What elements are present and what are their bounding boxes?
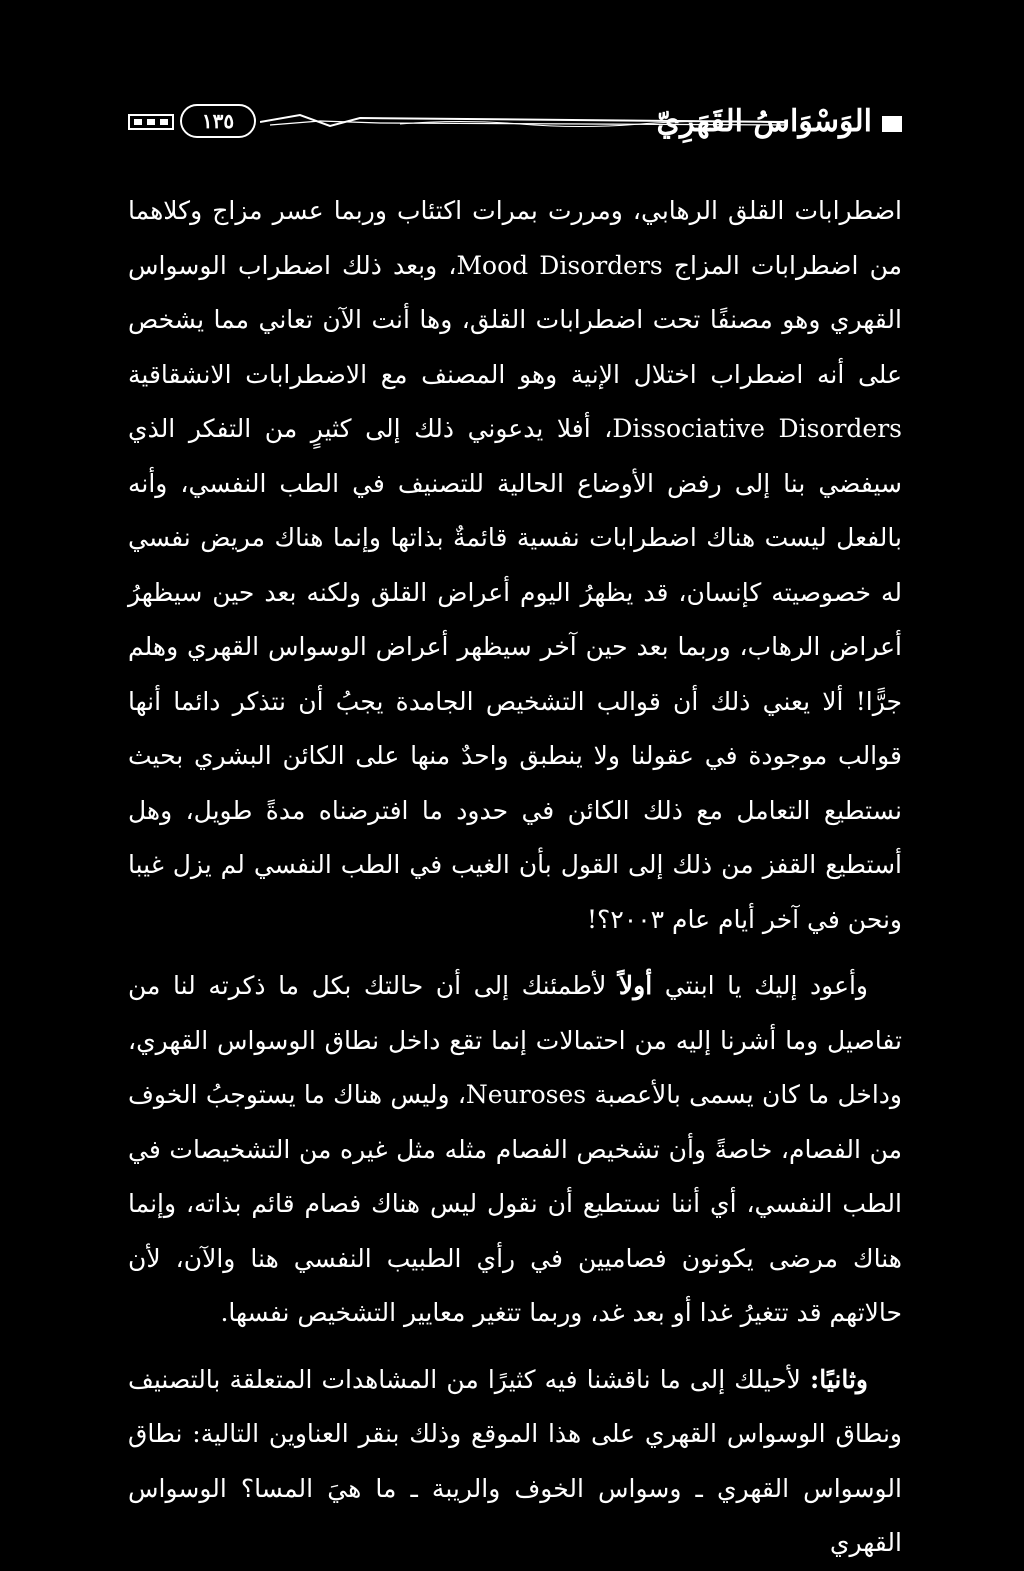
paragraph-2 <box>128 959 902 1341</box>
paragraph-2-text: وأعود إليك يا ابنتي أولاً لأطمئنك إلى أن حالتك بكل ما ذكرته لنا من تفاصيل وما أشرنا إليه من احتمالات إنما تقع داخل نطاق الوسواس القهري، وداخل ما كان يسمى بالأعصبة Neuroses، وليس هناك ما يستوجبُ الخوف من الفصام، خاصةً وأن تشخيص الفصام مثله مثل غيره من التشخيصات في الطب النفسي، أي أننا نستطيع أن نقول ليس هناك فصام قائم بذاته، وإنما هناك مرضى يكونون فصاميين في رأي الطبيب النفسي هنا والآن، لأن حالاتهم قد تتغيرُ غدا أو بعد غد، وربما تتغير معايير التشخيص نفسها. <box>128 971 903 1327</box>
header-square-ornament <box>882 116 902 132</box>
lead-word: أولاً <box>618 971 653 1000</box>
running-title: الوَسْوَاسُ القَهَرِيّ <box>656 104 872 139</box>
paragraph-1 <box>128 184 902 947</box>
paragraph-3-text: وثانيًا: لأحيلك إلى ما ناقشنا فيه كثيرًا من المشاهدات المتعلقة بالتصنيف ونطاق الوسواس القهري على هذا الموقع وذلك بنقر العناوين التالية: نطاق الوسواس القهري ـ وسواس الخوف والريبة ـ ما هيَ المسا؟ الوسواس القهري <box>128 1364 902 1557</box>
ornament-icon <box>128 113 174 131</box>
lead-word: وثانيًا: <box>810 1364 868 1394</box>
paragraph-3 <box>128 1353 902 1571</box>
page-number: ١٣٥ <box>180 104 256 138</box>
paragraph-1-text: اضطرابات القلق الرهابي، ومررت بمرات اكتئاب وربما عسر مزاج وكلاهما من اضطرابات المزاج Mood Disorders، وبعد ذلك اضطراب الوسواس القهري وهو مصنفًا تحت اضطرابات القلق، وها أنت الآن تعاني مما يشخص على أنه اضطراب اختلال الإنية وهو المصنف مع الاضطرابات الانشقاقية Dissociative Disorders، أفلا يدعوني ذلك إلى كثيرٍ من التفكر الذي سيفضي بنا إلى رفض الأوضاع الحالية للتصنيف في الطب النفسي، وأنه بالفعل ليست هناك اضطرابات نفسية قائمةٌ بذاتها وإنما هناك مريض نفسي له خصوصيته كإنسان، قد يظهرُ اليوم أعراض القلق ولكنه بعد حين سيظهرُ أعراض الرهاب، وربما بعد حين آخر سيظهر أعراض الوسواس القهري وهلم جرًّا! ألا يعني ذلك أن قوالب التشخيص الجامدة يجبُ أن نتذكر دائما أنها قوالب موجودة في عقولنا ولا ينطبق واحدٌ منها على الكائن البشري بحيث نستطيع التعامل مع ذلك الكائن في حدود ما افترضناه مدةً طويل، وهل أستطيع القفز من ذلك إلى القول بأن الغيب في الطب النفسي لم يزل غيبا ونحن في آخر أيام عام ٢٠٠٣؟! <box>128 196 903 934</box>
body-text <box>128 184 902 1571</box>
page-header <box>128 100 902 144</box>
